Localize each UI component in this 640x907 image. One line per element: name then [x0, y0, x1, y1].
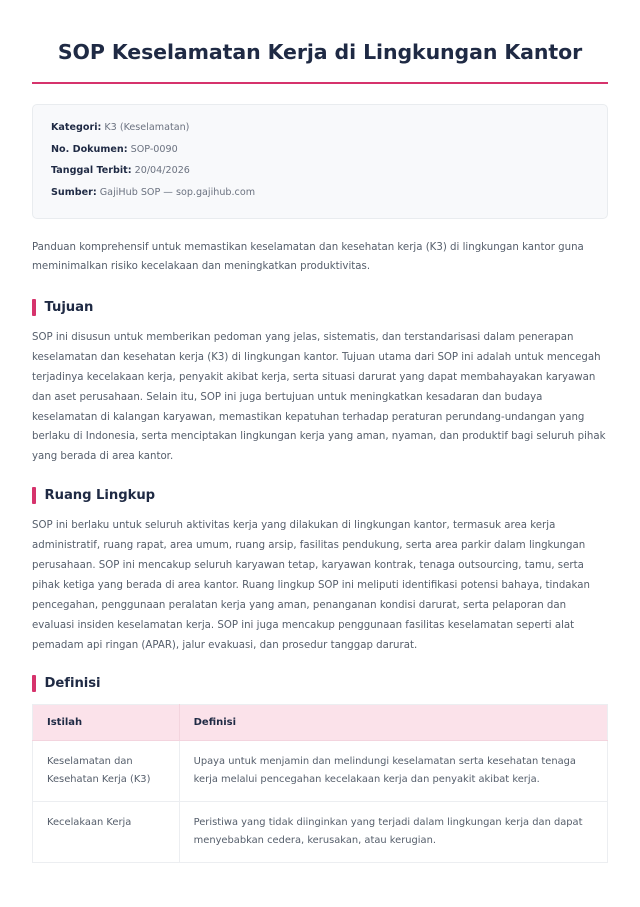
metadata-label-tanggal-terbit: Tanggal Terbit: — [51, 165, 132, 177]
table-header-row — [33, 705, 608, 741]
title-divider — [32, 82, 608, 84]
cell-definisi: Peristiwa yang tidak diinginkan yang terjadi dalam lingkungan kerja dan dapat menyebabkan cedera, kerusakan, atau kerugian. — [179, 802, 607, 863]
section-tujuan-title: Tujuan — [44, 299, 94, 315]
section-accent-bar-icon — [32, 299, 36, 316]
metadata-row-kategori — [51, 118, 589, 140]
cell-istilah: Kecelakaan Kerja — [33, 802, 180, 863]
column-header-definisi: Definisi — [179, 705, 607, 741]
section-definisi-header — [32, 675, 608, 692]
section-tujuan-body: SOP ini disusun untuk memberikan pedoman yang jelas, sistematis, dan terstandarisasi dalam penerapan keselamatan dan kesehatan kerja (K3) di lingkungan kantor. Tujuan utama dari SOP ini adalah untuk mencegah terjadinya kecelakaan kerja, penyakit akibat kerja, serta situasi darurat yang dapat membahayakan karyawan dan aset perusahaan. Selain itu, SOP ini juga bertujuan untuk meningkatkan kesadaran dan budaya keselamatan di kalangan karyawan, memastikan kepatuhan terhadap peraturan perundang-undangan yang berlaku di Indonesia, serta menciptakan lingkungan kerja yang aman, nyaman, dan produktif bagi seluruh pihak yang berada di area kantor. — [32, 331, 606, 463]
cell-definisi: Upaya untuk menjamin dan melindungi keselamatan serta kesehatan tenaga kerja melalui pencegahan kecelakaan kerja dan penyakit akibat kerja. — [179, 741, 607, 802]
page-title: SOP Keselamatan Kerja di Lingkungan Kantor — [57, 40, 583, 64]
section-accent-bar-icon — [32, 487, 36, 504]
metadata-value-kategori: K3 (Keselamatan) — [104, 122, 190, 134]
metadata-label-sumber: Sumber: — [51, 186, 97, 198]
definisi-table — [32, 704, 608, 862]
section-tujuan-header — [32, 299, 608, 316]
section-ruang-lingkup-header — [32, 487, 608, 504]
metadata-value-sumber: GajiHub SOP — sop.gajihub.com — [99, 186, 256, 198]
metadata-label-no-dokumen: No. Dokumen: — [51, 143, 128, 155]
metadata-value-no-dokumen: SOP-0090 — [130, 143, 178, 155]
metadata-value-tanggal-terbit: 20/04/2026 — [134, 165, 190, 177]
column-header-istilah: Istilah — [33, 705, 180, 741]
definisi-table-head — [33, 705, 608, 741]
metadata-row-no-dokumen — [51, 139, 589, 161]
section-definisi — [32, 675, 608, 862]
metadata-row-sumber — [51, 183, 589, 205]
table-row — [33, 741, 608, 802]
document-metadata-box — [32, 104, 608, 220]
table-row — [33, 802, 608, 863]
section-ruang-lingkup-body: SOP ini berlaku untuk seluruh aktivitas kerja yang dilakukan di lingkungan kantor, termasuk area kerja administratif, ruang rapat, area umum, ruang arsip, fasilitas pendukung, serta area parkir dalam lingkungan perusahaan. SOP ini mencakup seluruh karyawan tetap, karyawan kontrak, tenaga outsourcing, tamu, serta pihak ketiga yang berada di area kantor. Ruang lingkup SOP ini meliputi identifikasi potensi bahaya, tindakan pencegahan, penggunaan peralatan kerja yang aman, penanganan kondisi darurat, serta pelaporan dan evaluasi insiden keselamatan kerja. SOP ini juga mencakup penggunaan fasilitas keselamatan seperti alat pemadam api ringan (APAR), jalur evakuasi, dan prosedur tanggap darurat. — [32, 520, 590, 651]
section-ruang-lingkup — [32, 487, 608, 655]
metadata-row-tanggal-terbit — [51, 161, 589, 183]
section-tujuan — [32, 299, 608, 467]
section-accent-bar-icon — [32, 675, 36, 692]
section-definisi-title: Definisi — [44, 676, 101, 692]
definisi-table-body — [33, 741, 608, 862]
intro-paragraph: Panduan komprehensif untuk memastikan keselamatan dan kesehatan kerja (K3) di lingkungan kantor guna meminimalkan risiko kecelakaan dan meningkatkan produktivitas. — [32, 242, 584, 273]
metadata-label-kategori: Kategori: — [51, 122, 102, 134]
section-ruang-lingkup-title: Ruang Lingkup — [44, 488, 156, 504]
cell-istilah: Keselamatan dan Kesehatan Kerja (K3) — [33, 741, 180, 802]
